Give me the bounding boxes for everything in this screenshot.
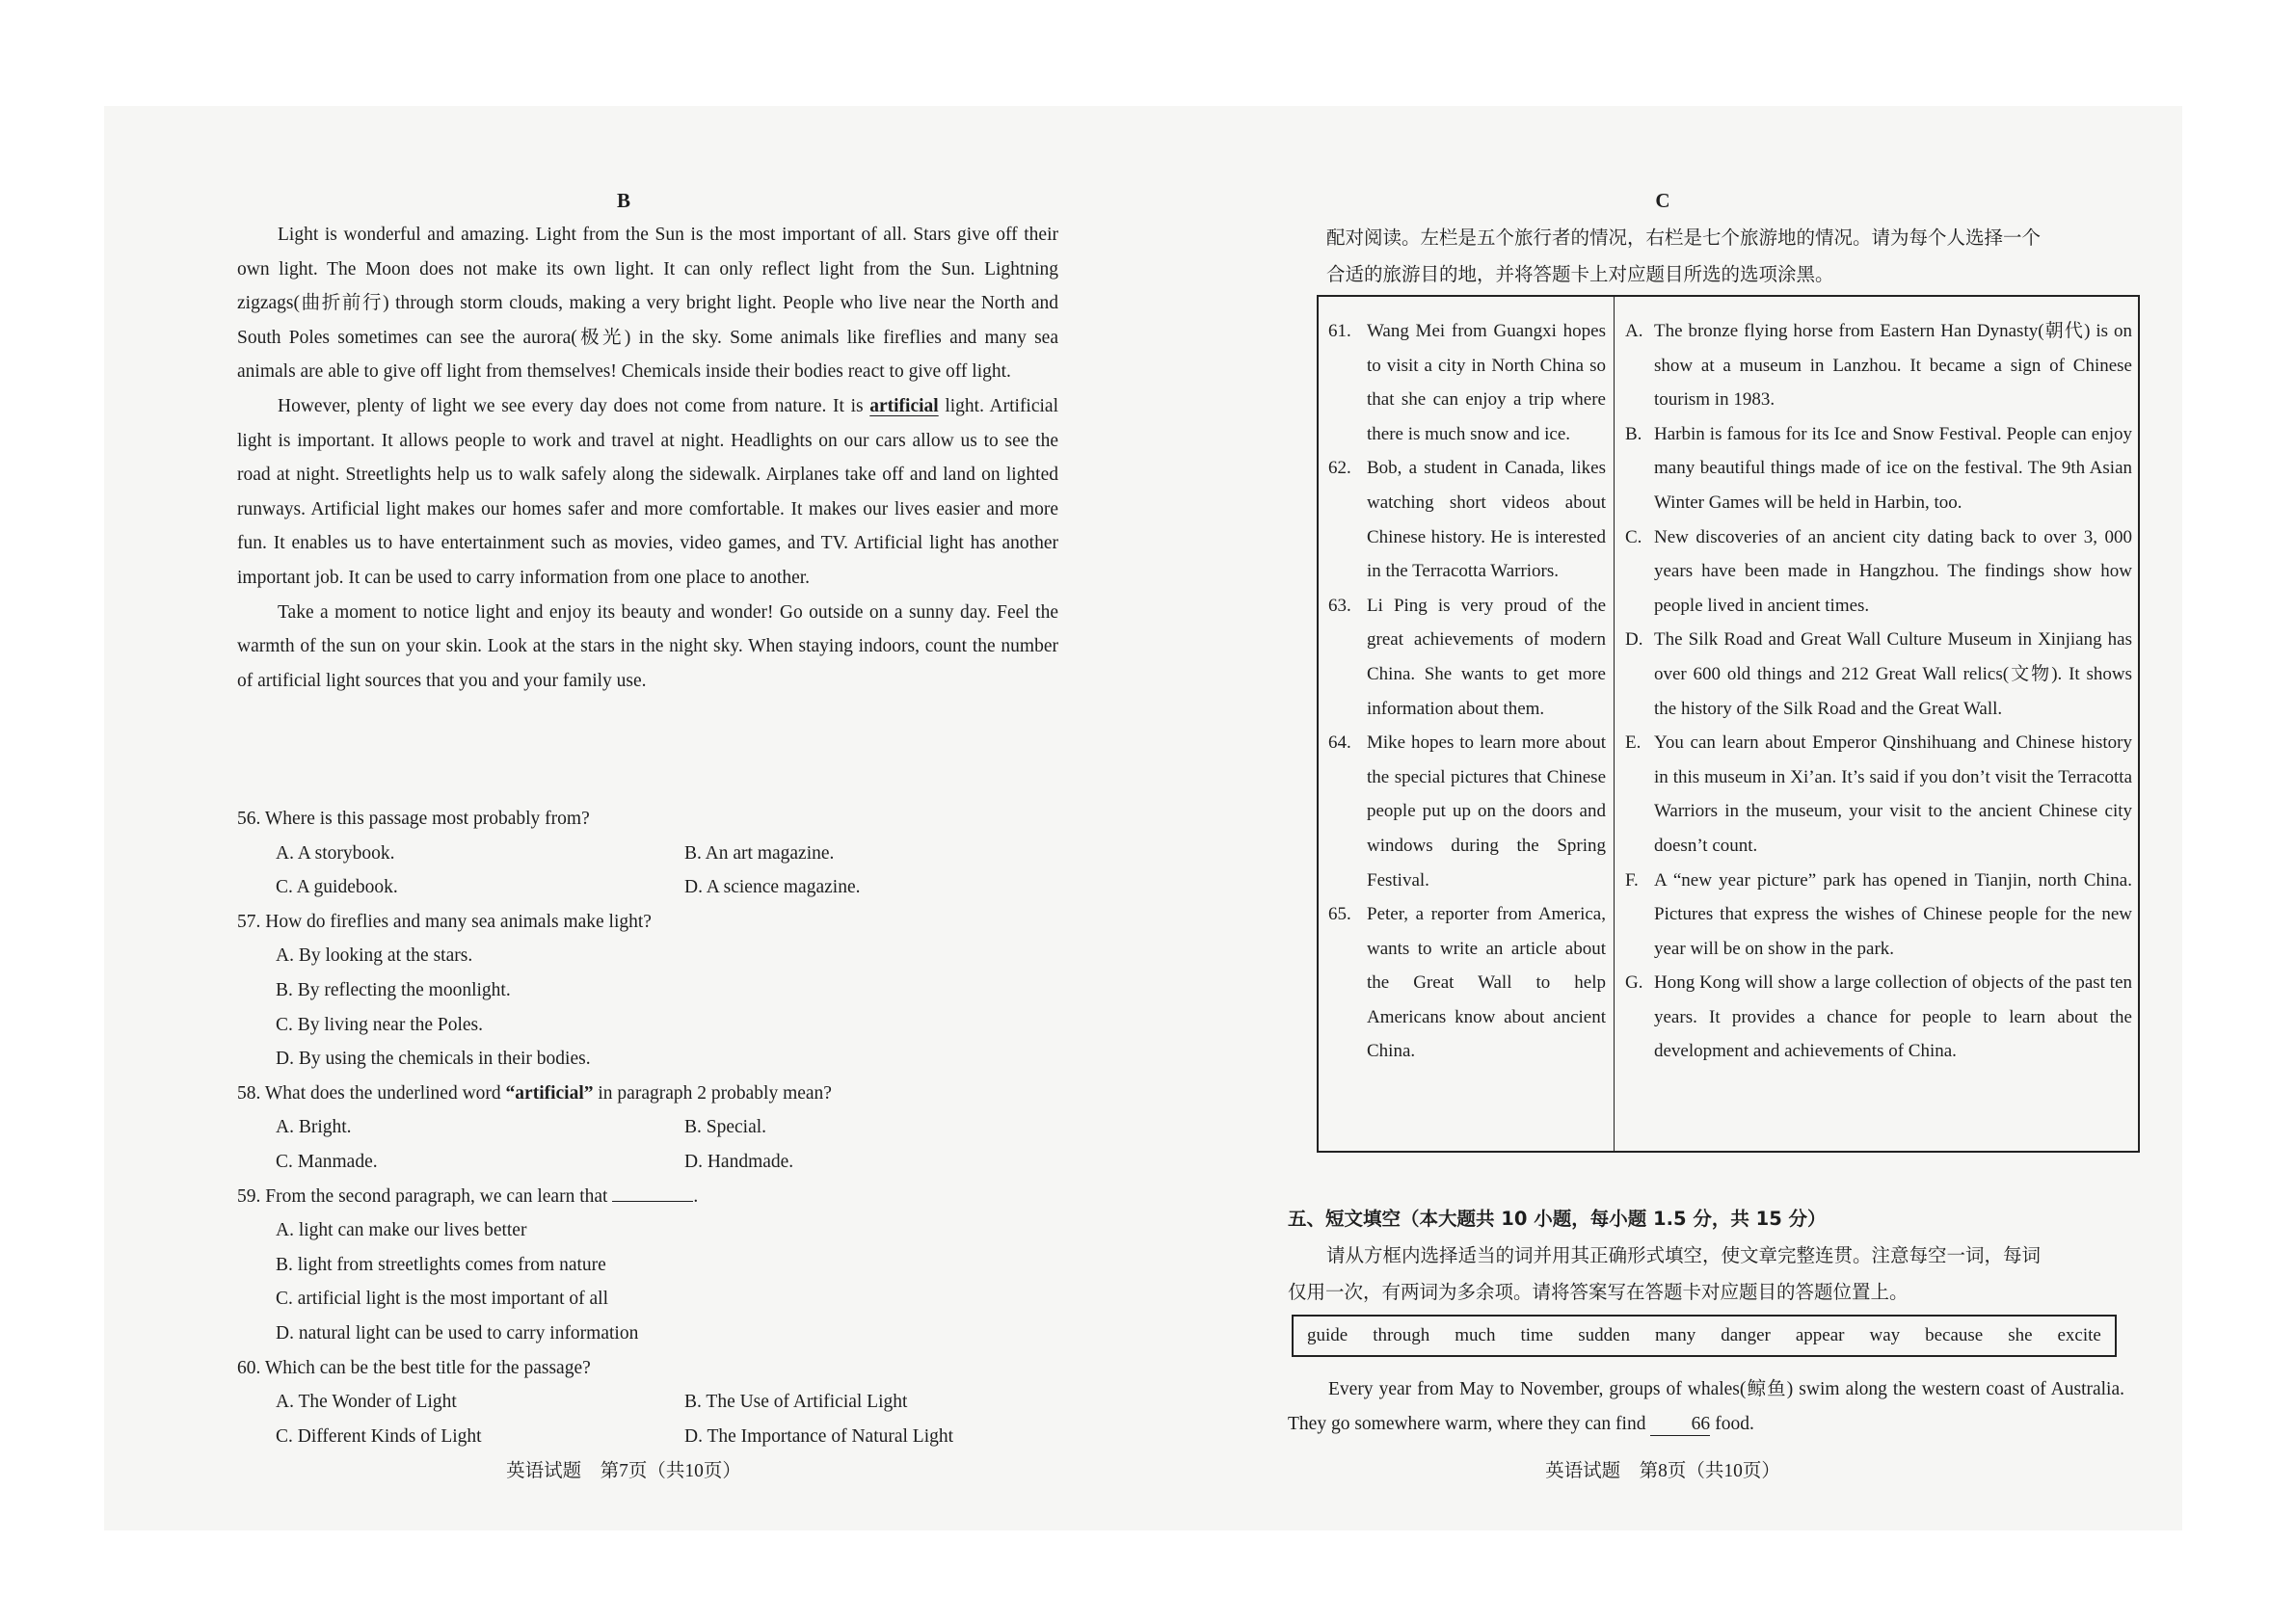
question-59 bbox=[237, 1180, 1058, 1351]
traveler-64 bbox=[1328, 726, 1606, 897]
entry-number: 63. bbox=[1328, 595, 1351, 616]
entry-text: The bronze flying horse from Eastern Han Dynasty(朝代) is on show at a museum in Lanzhou. It became a sign of Chinese tourism in 1983. bbox=[1654, 321, 2132, 411]
option-a: A. light can make our lives better bbox=[276, 1220, 527, 1241]
passage-paragraph-2 bbox=[237, 389, 1058, 596]
destination-f bbox=[1625, 864, 2132, 967]
option-d: D. By using the chemicals in their bodies. bbox=[276, 1049, 591, 1070]
page-footer-8: 英语试题 第8页（共10页） bbox=[1545, 1461, 1780, 1481]
word-bank-item: many bbox=[1655, 1325, 1696, 1345]
stem-word: “artificial” bbox=[505, 1082, 594, 1104]
entry-text: You can learn about Emperor Qinshihuang and Chinese history in this museum in Xi’an. It’s said if you don’t visit the Terracotta Warriors in the museum, your visit to the ancient Chinese city doesn’t count. bbox=[1654, 732, 2132, 856]
question-stem bbox=[237, 1077, 1058, 1111]
question-stem: 57. How do fireflies and many sea animals make light? bbox=[237, 911, 652, 932]
entry-text: Mike hopes to learn more about the special pictures that Chinese people put up on the doors and windows during the Spring Festival. bbox=[1367, 732, 1606, 891]
option-b: B. Special. bbox=[684, 1117, 767, 1138]
paragraph-2-lead: However, plenty of light we see every day does not come from nature. It is bbox=[278, 395, 870, 416]
question-60 bbox=[237, 1351, 1058, 1454]
entry-number: 62. bbox=[1328, 458, 1351, 479]
word-bank-item: because bbox=[1925, 1325, 1984, 1345]
word-bank-item: time bbox=[1520, 1325, 1554, 1345]
traveler-63 bbox=[1328, 589, 1606, 726]
stem-post: in paragraph 2 probably mean? bbox=[593, 1082, 832, 1104]
entry-text: Bob, a student in Canada, likes watching short videos about Chinese history. He is interested in the Terracotta Warriors. bbox=[1367, 458, 1606, 582]
option-c: C. Manmade. bbox=[276, 1151, 378, 1172]
destination-g bbox=[1625, 966, 2132, 1069]
cloze-text-before: Every year from May to November, groups of whales(鲸鱼) swim along the western coast of Australia. They go somewhere warm, where they can find bbox=[1288, 1379, 2124, 1434]
option-c: C. artificial light is the most important of all bbox=[276, 1289, 608, 1310]
passage-paragraph-3: Take a moment to notice light and enjoy its beauty and wonder! Go outside on a sunny day. Feel the warmth of the sun on your skin. Look at the stars in the night sky. When staying indoors, count the number of artificial light sources that you and your family use. bbox=[237, 601, 1058, 691]
cloze-passage bbox=[1288, 1372, 2124, 1442]
word-bank-item: way bbox=[1869, 1325, 1901, 1345]
option-c: C. By living near the Poles. bbox=[276, 1014, 484, 1035]
option-a: A. Bright. bbox=[276, 1117, 352, 1138]
stem-text: 59. From the second paragraph, we can learn that bbox=[237, 1185, 608, 1207]
entry-text: New discoveries of an ancient city dating back to over 3, 000 years have been made in Hangzhou. The findings show how people lived in ancient times. bbox=[1654, 526, 2132, 616]
question-stem bbox=[237, 1180, 1058, 1214]
traveler-62 bbox=[1328, 451, 1606, 588]
matching-table bbox=[1317, 295, 2140, 1153]
travelers-column bbox=[1328, 314, 1606, 1069]
page-footer-7: 英语试题 第7页（共10页） bbox=[506, 1461, 741, 1481]
underlined-word: artificial bbox=[869, 395, 939, 416]
entry-letter: E. bbox=[1625, 732, 1642, 754]
destination-a bbox=[1625, 314, 2132, 417]
option-c: C. Different Kinds of Light bbox=[276, 1425, 482, 1447]
part-5-instruction-2: 仅用一次，有两词为多余项。请将答案写在答题卡对应题目的答题位置上。 bbox=[1288, 1281, 1909, 1303]
entry-text: Li Ping is very proud of the great achievements of modern China. She wants to get more information about them. bbox=[1367, 595, 1606, 719]
option-d: D. The Importance of Natural Light bbox=[684, 1425, 954, 1447]
page-7 bbox=[104, 106, 1143, 1530]
word-bank-item: much bbox=[1455, 1325, 1496, 1345]
instruction-line-1: 配对阅读。左栏是五个旅行者的情况，右栏是七个旅游地的情况。请为每个人选择一个 bbox=[1326, 226, 2042, 249]
option-b: B. An art magazine. bbox=[684, 842, 835, 864]
exam-sheet bbox=[104, 106, 2182, 1530]
matching-instructions bbox=[1288, 220, 2124, 293]
question-56 bbox=[237, 802, 1058, 905]
question-stem: 56. Where is this passage most probably from? bbox=[237, 809, 590, 829]
stem-pre: 58. What does the underlined word bbox=[237, 1082, 506, 1104]
destination-c bbox=[1625, 520, 2132, 624]
option-a: A. By looking at the stars. bbox=[276, 945, 473, 967]
option-d: D. natural light can be used to carry information bbox=[276, 1322, 639, 1344]
option-b: B. By reflecting the moonlight. bbox=[276, 979, 511, 1000]
traveler-65 bbox=[1328, 897, 1606, 1069]
entry-text: Peter, a reporter from America, wants to write an article about the Great Wall to help Americans know about ancient China. bbox=[1367, 904, 1606, 1062]
entry-letter: C. bbox=[1625, 526, 1642, 547]
part-5-instruction-1: 请从方框内选择适当的词并用其正确形式填空，使文章完整连贯。注意每空一词，每词 bbox=[1326, 1244, 2042, 1266]
cloze-paragraph-1 bbox=[1288, 1372, 2124, 1442]
destinations-column bbox=[1625, 314, 2132, 1069]
passage-paragraph-1: Light is wonderful and amazing. Light from the Sun is the most important of all. Stars give off their own light. The Moon does not make its own light. It can only reflect light from the Sun. Lightning zigzags(曲折前行) through storm clouds, making a very bright light. People who live near the North and South Poles sometimes can see the aurora(极光) in the sky. Some animals like fireflies and many sea animals are able to give off light from themselves! Chemicals inside their bodies react to give off light. bbox=[237, 225, 1058, 383]
entry-number: 64. bbox=[1328, 732, 1351, 754]
entry-number: 65. bbox=[1328, 904, 1351, 925]
paragraph-2-body: Artificial light is important. It allows people to work and travel at night. Headlights on our cars allow us to see the road at night. Streetlights help us to walk safely along the sidewalk. Airplanes take off and land on lighted runways. Artificial light makes our homes safer and more comfortable. It makes our lives easier and more fun. It enables us to have entertainment such as movies, video games, and TV. Artificial light has another important job. It can be used to carry information from one place to another. bbox=[237, 395, 1058, 588]
entry-number: 61. bbox=[1328, 321, 1351, 341]
cloze-text-after: food. bbox=[1710, 1414, 1754, 1434]
entry-letter: F. bbox=[1625, 869, 1639, 891]
stem-end: . bbox=[693, 1185, 699, 1207]
word-bank-item: she bbox=[2008, 1325, 2033, 1345]
part-5-title: 五、短文填空（本大题共 10 小题，每小题 1.5 分，共 15 分） bbox=[1288, 1208, 1827, 1230]
entry-letter: A. bbox=[1625, 321, 1643, 341]
option-b: B. light from streetlights comes from nature bbox=[276, 1254, 606, 1275]
page-8 bbox=[1143, 106, 2182, 1530]
option-d: D. Handmade. bbox=[684, 1151, 794, 1172]
destination-b bbox=[1625, 417, 2132, 520]
option-b: B. The Use of Artificial Light bbox=[684, 1392, 908, 1413]
word-bank-item: excite bbox=[2057, 1325, 2101, 1345]
part-5-header bbox=[1288, 1201, 2124, 1311]
entry-text: Wang Mei from Guangxi hopes to visit a city in North China so that she can enjoy a trip where there is much snow and ice. bbox=[1367, 321, 1606, 444]
word-bank-item: guide bbox=[1307, 1325, 1348, 1345]
entry-text: Hong Kong will show a large collection of objects of the past ten years. It provides a chance for people to learn about the development and achievements of China. bbox=[1654, 972, 2132, 1062]
entry-text: Harbin is famous for its Ice and Snow Festival. People can enjoy many beautiful things made of ice on the festival. The 9th Asian Winter Games will be held in Harbin, too. bbox=[1654, 423, 2132, 513]
option-a: A. A storybook. bbox=[276, 842, 395, 864]
reading-passage-b bbox=[237, 218, 1058, 698]
word-bank-item: appear bbox=[1795, 1325, 1845, 1345]
entry-text: A “new year picture” park has opened in Tianjin, north China. Pictures that express the wishes of Chinese people for the new year will be on show in the park. bbox=[1654, 869, 2132, 959]
entry-letter: D. bbox=[1625, 629, 1643, 651]
word-bank-item: sudden bbox=[1578, 1325, 1631, 1345]
instruction-line-2: 合适的旅游目的地，并将答题卡上对应题目所选的选项涂黑。 bbox=[1326, 263, 1834, 285]
word-bank bbox=[1292, 1315, 2117, 1357]
question-list bbox=[237, 802, 1058, 1453]
destination-d bbox=[1625, 623, 2132, 726]
word-bank-item: danger bbox=[1721, 1325, 1771, 1345]
question-stem: 60. Which can be the best title for the passage? bbox=[237, 1357, 591, 1378]
entry-letter: B. bbox=[1625, 423, 1642, 444]
blank-66: 66 bbox=[1650, 1414, 1710, 1436]
paragraph-2-after: light. bbox=[938, 395, 990, 416]
option-c: C. A guidebook. bbox=[276, 877, 398, 898]
option-a: A. The Wonder of Light bbox=[276, 1392, 457, 1413]
question-58 bbox=[237, 1077, 1058, 1180]
section-heading-b: B bbox=[616, 189, 630, 212]
section-heading-c: C bbox=[1655, 189, 1670, 212]
destination-e bbox=[1625, 726, 2132, 863]
traveler-61 bbox=[1328, 314, 1606, 451]
question-57 bbox=[237, 905, 1058, 1077]
option-d: D. A science magazine. bbox=[684, 877, 861, 898]
entry-text: The Silk Road and Great Wall Culture Museum in Xinjiang has over 600 old things and 212 Great Wall relics(文物). It shows the history of the Silk Road and the Great Wall. bbox=[1654, 629, 2132, 719]
column-divider bbox=[1614, 297, 1615, 1151]
word-bank-item: through bbox=[1373, 1325, 1430, 1345]
answer-blank bbox=[612, 1183, 693, 1202]
entry-letter: G. bbox=[1625, 972, 1643, 994]
